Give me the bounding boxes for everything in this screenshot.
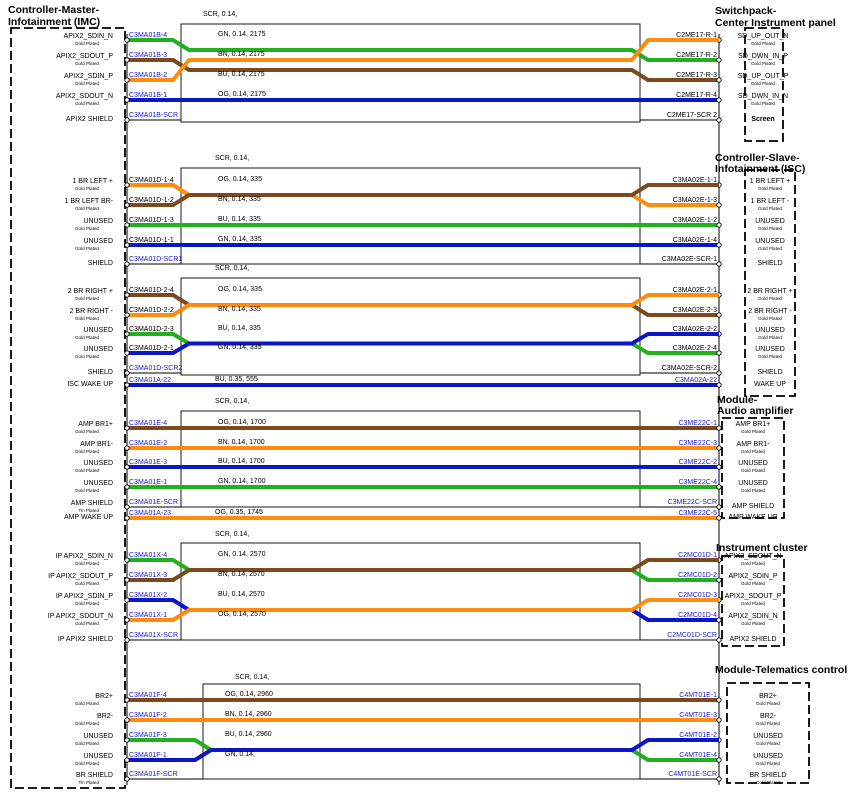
right-pin-label: SD_UP_OUT_P — [737, 73, 789, 80]
right-connector-label: C2ME17-R-2 — [676, 52, 717, 59]
left-pin-terminal — [125, 698, 129, 702]
wire-spec-label: BN, 0.14, 335 — [218, 196, 261, 203]
left-pin-terminal — [125, 293, 129, 297]
left-pin-label: APIX2_SDIN_P — [63, 73, 113, 80]
left-connector-label: C3MA01D-2-1 — [129, 345, 174, 352]
left-connector-label: C3MA01X-4 — [129, 552, 168, 559]
left-pin-plating: Gold Plated — [74, 316, 99, 321]
right-pin-plating: Gold Plated — [750, 41, 776, 46]
left-pin-plating: Gold Plated — [74, 61, 99, 66]
right-pin-label: AMP SHIELD — [731, 503, 775, 510]
left-pin-terminal — [125, 183, 129, 187]
left-device-box — [11, 28, 125, 788]
left-pin-terminal — [125, 598, 129, 602]
right-pin-terminal — [717, 758, 721, 762]
left-pin-plating: Gold Plated — [74, 701, 99, 706]
right-pin-plating: Gold Plated — [750, 101, 776, 106]
left-pin-plating: Gold Plated — [74, 226, 99, 231]
left-pin-plating: Gold Plated — [74, 721, 99, 726]
screen-label: SCR, 0.14, — [215, 531, 250, 538]
left-pin-label: SHIELD — [87, 369, 113, 376]
right-pin-label: 1 BR LEFT + — [749, 178, 791, 185]
right-connector-label: C3MA02E-1-2 — [672, 217, 717, 224]
left-connector-label: C3MA01F-SCR — [129, 771, 178, 778]
left-pin-terminal — [125, 203, 129, 207]
right-connector-label: C2ME17-R-3 — [676, 72, 717, 79]
right-pin-plating: Gold Plated — [755, 721, 781, 726]
left-pin-label: APIX2_SDOUT_P — [56, 53, 113, 60]
right-pin-plating: Gold Plated — [740, 488, 766, 493]
left-connector-label: C3MA01D-2-4 — [129, 287, 174, 294]
right-pin-label: SD_UP_OUT_N — [737, 33, 789, 40]
wire-spec-label: OG, 0.14, 1700 — [218, 419, 266, 426]
right-pin-terminal — [717, 118, 721, 122]
screen-label: SCR, 0.14, — [203, 11, 238, 18]
right-pin-label: WAKE UP — [753, 381, 787, 388]
left-pin-label: BR SHIELD — [76, 772, 113, 779]
right-pin-label: UNUSED — [755, 346, 785, 353]
left-pin-label: UNUSED — [83, 238, 113, 245]
left-connector-label: C3MA01D-2-3 — [129, 326, 174, 333]
right-device-title: Module-Telematics control — [715, 664, 848, 676]
left-connector-label: C3MA01X-SCR — [129, 632, 179, 639]
wire-spec-label: GN, 0.14, 335 — [218, 344, 262, 351]
right-pin-label: Screen — [751, 116, 775, 123]
wire-spec-label: OG, 0.14, 2175 — [218, 91, 266, 98]
left-connector-label: C3MA01B-1 — [129, 92, 168, 99]
right-pin-plating: Gold Plated — [755, 761, 781, 766]
right-device-title: Controller-Slave- — [715, 152, 800, 164]
wire-spec-label: BU, 0.14, 335 — [218, 216, 261, 223]
wire-spec-label: OG, 0.14, 2570 — [218, 611, 266, 618]
left-pin-plating: Gold Plated — [74, 601, 99, 606]
right-pin-plating: Gold Plated — [750, 61, 776, 66]
left-pin-terminal — [125, 371, 129, 375]
left-pin-terminal — [125, 446, 129, 450]
right-pin-label: BR2- — [760, 713, 776, 720]
left-pin-label: 1 BR LEFT + — [72, 178, 113, 185]
right-pin-terminal — [717, 446, 721, 450]
right-pin-label: UNUSED — [738, 480, 768, 487]
wire-og — [127, 600, 719, 620]
right-pin-plating: Gold Plated — [740, 581, 766, 586]
left-pin-terminal — [125, 777, 129, 781]
left-pin-terminal — [125, 58, 129, 62]
right-connector-label: C3ME22C-1 — [678, 420, 717, 427]
right-pin-plating: Gold Plated — [740, 449, 766, 454]
right-pin-plating: Gold Plated — [757, 296, 783, 301]
left-connector-label: C3MA01D-1-4 — [129, 177, 174, 184]
right-connector-label: C3ME22C-SCR — [667, 499, 717, 506]
right-connector-label: C2ME17-R-1 — [676, 32, 717, 39]
left-pin-label: UNUSED — [83, 753, 113, 760]
right-pin-label: UNUSED — [755, 327, 785, 334]
right-pin-terminal — [717, 98, 721, 102]
right-pin-label: UNUSED — [753, 733, 783, 740]
wire-spec-label: OG, 0.14, 335 — [218, 286, 262, 293]
left-connector-label: C3MA01E-4 — [129, 420, 168, 427]
wire-spec-label: BU, 0.14, 335 — [218, 325, 261, 332]
right-device-title: Instrument cluster — [716, 542, 808, 554]
right-connector-label: C3MA02E-2-1 — [672, 287, 717, 294]
left-pin-terminal — [125, 262, 129, 266]
left-connector-label: C3MA01E-1 — [129, 479, 168, 486]
left-pin-terminal — [125, 638, 129, 642]
left-pin-label: UNUSED — [83, 460, 113, 467]
wire-spec-label: BU, 0.14, 2960 — [225, 731, 272, 738]
right-device-title: Switchpack- — [715, 5, 777, 17]
wire-spec-label: BN, 0.14, 2960 — [225, 711, 272, 718]
right-connector-label: C4MT01E-4 — [679, 752, 717, 759]
left-pin-plating: Gold Plated — [74, 488, 99, 493]
left-pin-label: UNUSED — [83, 327, 113, 334]
wire-spec-label: BN, 0.14, 2175 — [218, 51, 265, 58]
left-connector-label: C3MA01F-1 — [129, 752, 167, 759]
screen-label: SCR, 0.14, — [215, 265, 250, 272]
right-pin-terminal — [717, 485, 721, 489]
right-pin-label: SHIELD — [757, 260, 783, 267]
right-pin-label: AMP BR1+ — [735, 421, 771, 428]
left-connector-label: C3MA01A-22 — [129, 377, 172, 384]
wire-spec-label: BU, 0.14, 2570 — [218, 591, 265, 598]
left-pin-terminal — [125, 98, 129, 102]
left-connector-label: C3MA01F-4 — [129, 692, 167, 699]
right-connector-label: C4MT01E-3 — [679, 712, 717, 719]
left-pin-terminal — [125, 223, 129, 227]
left-pin-terminal — [125, 485, 129, 489]
left-connector-label: C3MA01B-2 — [129, 72, 168, 79]
wire-bn — [127, 185, 719, 205]
left-pin-plating: Gold Plated — [74, 449, 99, 454]
right-pin-label: SD_DWN_IN_P — [738, 53, 788, 60]
right-connector-label: C3MA02E-2-3 — [672, 307, 717, 314]
right-pin-plating: Gold Plated — [750, 81, 776, 86]
left-pin-label: AMP BR1+ — [78, 421, 113, 428]
right-pin-plating: Gold Plated — [757, 316, 783, 321]
left-connector-label: C3MA01E-SCR — [129, 499, 179, 506]
right-pin-terminal — [717, 465, 721, 469]
left-pin-label: IP APIX2_SDOUT_P — [48, 573, 113, 580]
screen-label: SCR, 0.14, — [215, 155, 250, 162]
left-connector-label: C3MA01B-3 — [129, 52, 168, 59]
right-pin-label: APIX2 SHIELD — [729, 636, 777, 643]
right-pin-plating: Gold Plated — [757, 226, 783, 231]
right-pin-terminal — [717, 58, 721, 62]
wire-spec-label: GN, 0.14, 2175 — [218, 31, 266, 38]
right-pin-terminal — [717, 638, 721, 642]
wire-bu — [127, 740, 719, 760]
right-connector-label: C2MC01D-1 — [678, 552, 717, 559]
right-pin-plating: Gold Plated — [740, 429, 766, 434]
right-pin-label: UNUSED — [755, 238, 785, 245]
wire-bn — [127, 60, 719, 80]
right-connector-label: C2ME17-SCR 2 — [666, 112, 717, 119]
wire-bu — [127, 334, 719, 353]
left-pin-terminal — [125, 78, 129, 82]
left-connector-label: C3MA01D-2-2 — [129, 307, 174, 314]
right-pin-label: BR2+ — [759, 693, 777, 700]
right-pin-plating: Gold Plated — [757, 206, 783, 211]
left-connector-label: C3MA01D-1-1 — [129, 237, 174, 244]
left-pin-plating: Gold Plated — [74, 246, 99, 251]
wire-spec-label: OG, 0.35, 1745 — [215, 509, 263, 516]
right-pin-terminal — [717, 516, 721, 520]
right-pin-plating: Gold Plated — [757, 246, 783, 251]
right-pin-plating: Gold Plated — [740, 561, 766, 566]
right-connector-label: C2MC01D-SCR — [667, 632, 717, 639]
left-pin-label: APIX2 SHIELD — [65, 116, 113, 123]
right-pin-terminal — [717, 243, 721, 247]
right-pin-terminal — [717, 351, 721, 355]
right-connector-label: C4MT01E-1 — [679, 692, 717, 699]
wire-spec-label: BN, 0.14, 335 — [218, 306, 261, 313]
left-pin-terminal — [125, 38, 129, 42]
left-connector-label: C3MA01D-1-3 — [129, 217, 174, 224]
left-device-title: Controller-Master- — [8, 4, 100, 16]
right-pin-label: APIX2_SDOUT_P — [724, 593, 782, 600]
right-connector-label: C3ME22C-3 — [678, 440, 717, 447]
right-pin-terminal — [717, 426, 721, 430]
right-pin-plating: Gold Plated — [740, 468, 766, 473]
left-connector-label: C3MA01X-3 — [129, 572, 168, 579]
left-pin-plating: Gold Plated — [74, 354, 99, 359]
right-connector-label: C3MA02E-1-3 — [672, 197, 717, 204]
right-pin-terminal — [717, 371, 721, 375]
right-connector-label: C4MT01E-SCR — [668, 771, 717, 778]
wire-bn — [127, 560, 719, 580]
left-pin-label: AMP BR1- — [80, 441, 113, 448]
right-pin-terminal — [717, 698, 721, 702]
right-pin-label: UNUSED — [738, 460, 768, 467]
left-pin-plating: Gold Plated — [74, 761, 99, 766]
right-pin-label: UNUSED — [753, 753, 783, 760]
left-pin-plating: Tin Plated — [78, 780, 99, 785]
left-pin-terminal — [125, 758, 129, 762]
wire-spec-label: OG, 0.14, 2960 — [225, 691, 273, 698]
left-pin-label: APIX2_SDOUT_N — [55, 93, 113, 100]
left-pin-plating: Gold Plated — [74, 206, 99, 211]
left-pin-plating: Gold Plated — [74, 296, 99, 301]
right-pin-terminal — [717, 223, 721, 227]
right-connector-label: C3MA02E-2-2 — [672, 326, 717, 333]
right-pin-plating: Gold Plated — [740, 601, 766, 606]
right-pin-terminal — [717, 78, 721, 82]
right-pin-label: SD_DWN_IN_N — [737, 93, 789, 100]
wire-spec-label: BN, 0.14, 1700 — [218, 439, 265, 446]
left-connector-label: C3MA01D-SCR2 — [129, 365, 183, 372]
right-connector-label: C3MA02E-1-4 — [672, 237, 717, 244]
right-pin-terminal — [717, 618, 721, 622]
right-pin-label: UNUSED — [755, 218, 785, 225]
left-pin-label: BR2+ — [95, 693, 113, 700]
right-pin-plating: Gold Plated — [755, 741, 781, 746]
right-pin-terminal — [717, 718, 721, 722]
left-connector-label: C3MA01F-2 — [129, 712, 167, 719]
left-pin-terminal — [125, 313, 129, 317]
left-pin-terminal — [125, 332, 129, 336]
left-connector-label: C3MA01F-3 — [129, 732, 167, 739]
wire-og — [127, 40, 719, 80]
left-pin-terminal — [125, 618, 129, 622]
right-pin-terminal — [717, 505, 721, 509]
left-connector-label: C3MA01E-3 — [129, 459, 168, 466]
wire-spec-label: BU, 0.14, 2175 — [218, 71, 265, 78]
left-pin-plating: Gold Plated — [74, 468, 99, 473]
right-pin-label: BR SHIELD — [749, 772, 787, 779]
right-pin-label: APIX2_SDIN_P — [728, 573, 778, 580]
right-device-title: Module- — [717, 394, 758, 406]
left-pin-terminal — [125, 516, 129, 520]
right-connector-label: C3ME22C-5 — [678, 510, 717, 517]
left-pin-label: AMP WAKE UP — [63, 514, 113, 521]
right-pin-label: AMP BR1- — [736, 441, 770, 448]
left-pin-label: IP APIX2 SHIELD — [57, 636, 113, 643]
left-connector-label: C3MA01B-4 — [129, 32, 168, 39]
left-pin-terminal — [125, 383, 129, 387]
left-pin-label: BR2- — [97, 713, 113, 720]
right-pin-terminal — [717, 777, 721, 781]
right-connector-label: C2ME17-R-4 — [676, 92, 717, 99]
left-pin-label: SHIELD — [87, 260, 113, 267]
left-pin-plating: Gold Plated — [74, 581, 99, 586]
right-pin-terminal — [717, 578, 721, 582]
wire-spec-label: GN, 0.14, 335 — [218, 236, 262, 243]
left-pin-terminal — [125, 426, 129, 430]
right-connector-label: C3MA02E-2-4 — [672, 345, 717, 352]
right-connector-label: C3MA02E-1-1 — [672, 177, 717, 184]
screen-label: SCR, 0.14, — [215, 398, 250, 405]
left-connector-label: C3MA01E-2 — [129, 440, 168, 447]
left-pin-terminal — [125, 505, 129, 509]
left-connector-label: C3MA01A-23 — [129, 510, 172, 517]
left-pin-label: AMP SHIELD — [70, 500, 113, 507]
right-connector-label: C2MC01D-2 — [678, 572, 717, 579]
right-connector-label: C2MC01D-4 — [678, 612, 717, 619]
left-device-title-2: Infotainment (IMC) — [8, 16, 101, 28]
wire-spec-label: GN, 0.14, — [225, 751, 255, 758]
left-pin-terminal — [125, 351, 129, 355]
left-connector-label: C3MA01D-SCR1 — [129, 256, 183, 263]
left-pin-label: 2 BR RIGHT + — [67, 288, 113, 295]
right-pin-label: APIX2_SDIN_N — [728, 613, 778, 620]
right-device-title-2: Audio amplifier — [717, 405, 794, 417]
left-pin-terminal — [125, 465, 129, 469]
screen-label: SCR, 0.14, — [235, 674, 270, 681]
right-pin-terminal — [717, 383, 721, 387]
right-pin-label: 2 BR RIGHT + — [747, 288, 793, 295]
left-pin-plating: Gold Plated — [74, 81, 99, 86]
left-pin-plating: Tin Plated — [78, 508, 99, 513]
left-pin-terminal — [125, 738, 129, 742]
left-pin-plating: Gold Plated — [74, 41, 99, 46]
left-pin-label: 1 BR LEFT BR- — [64, 198, 113, 205]
left-pin-terminal — [125, 718, 129, 722]
wire-og — [127, 295, 719, 315]
right-connector-label: C2MC01D-3 — [678, 592, 717, 599]
left-pin-label: UNUSED — [83, 480, 113, 487]
wire-spec-label: BU, 0.14, 1700 — [218, 458, 265, 465]
right-connector-label: C3MA02E-SCR-1 — [661, 256, 717, 263]
wire-gn — [127, 40, 719, 60]
left-pin-terminal — [125, 558, 129, 562]
wire-spec-label: GN, 0.14, 2570 — [218, 551, 266, 558]
left-pin-terminal — [125, 118, 129, 122]
right-pin-label: AMP WAKE UP — [728, 514, 778, 521]
right-connector-label: C4MT01E-2 — [679, 732, 717, 739]
left-pin-label: IP APIX2_SDOUT_N — [47, 613, 113, 620]
right-pin-label: SHIELD — [757, 369, 783, 376]
right-connector-label: C3MA02A-22 — [674, 377, 717, 384]
left-pin-label: UNUSED — [83, 346, 113, 353]
left-pin-plating: Gold Plated — [74, 101, 99, 106]
left-pin-terminal — [125, 243, 129, 247]
wire-spec-label: GN, 0.14, 1700 — [218, 478, 266, 485]
right-pin-label: APIX2_SDOUT_N — [724, 553, 782, 560]
right-pin-plating: Gold Plated — [757, 186, 783, 191]
left-connector-label: C3MA01B-SCR — [129, 112, 179, 119]
right-pin-plating: Gold Plated — [755, 780, 781, 785]
left-pin-label: APIX2_SDIN_N — [63, 33, 113, 40]
right-pin-plating: Gold Plated — [740, 621, 766, 626]
right-pin-terminal — [717, 313, 721, 317]
right-pin-terminal — [717, 262, 721, 266]
left-pin-plating: Gold Plated — [74, 621, 99, 626]
right-device-title-2: Center Instrument panel — [715, 17, 836, 29]
wire-spec-label: OG, 0.14, 335 — [218, 176, 262, 183]
right-connector-label: C3ME22C-4 — [678, 479, 717, 486]
left-connector-label: C3MA01X-1 — [129, 612, 168, 619]
right-pin-label: 2 BR RIGHT - — [748, 308, 792, 315]
wire-spec-label: BN, 0.14, 2570 — [218, 571, 265, 578]
right-pin-label: 1 BR LEFT - — [750, 198, 790, 205]
left-pin-plating: Gold Plated — [74, 741, 99, 746]
right-device-title-2: Infotainment (ISC) — [715, 163, 806, 175]
right-connector-label: C3ME22C-2 — [678, 459, 717, 466]
left-pin-plating: Gold Plated — [74, 186, 99, 191]
left-pin-label: UNUSED — [83, 733, 113, 740]
left-pin-plating: Gold Plated — [74, 429, 99, 434]
left-pin-label: IP APIX2_SDIN_P — [55, 593, 113, 600]
left-connector-label: C3MA01D-1-2 — [129, 197, 174, 204]
left-pin-label: 2 BR RIGHT - — [69, 308, 113, 315]
right-pin-plating: Gold Plated — [755, 701, 781, 706]
left-pin-label: IP APIX2_SDIN_N — [55, 553, 113, 560]
left-pin-label: UNUSED — [83, 218, 113, 225]
left-pin-plating: Gold Plated — [74, 561, 99, 566]
left-pin-terminal — [125, 578, 129, 582]
right-pin-terminal — [717, 203, 721, 207]
wire-spec-label: BU, 0.35, 555 — [215, 376, 258, 383]
right-connector-label: C3MA02E-SCR-2 — [661, 365, 717, 372]
right-pin-plating: Gold Plated — [757, 354, 783, 359]
right-pin-plating: Gold Plated — [757, 335, 783, 340]
left-pin-plating: Gold Plated — [74, 335, 99, 340]
left-pin-label: ISC WAKE UP — [67, 381, 113, 388]
left-connector-label: C3MA01X-2 — [129, 592, 168, 599]
